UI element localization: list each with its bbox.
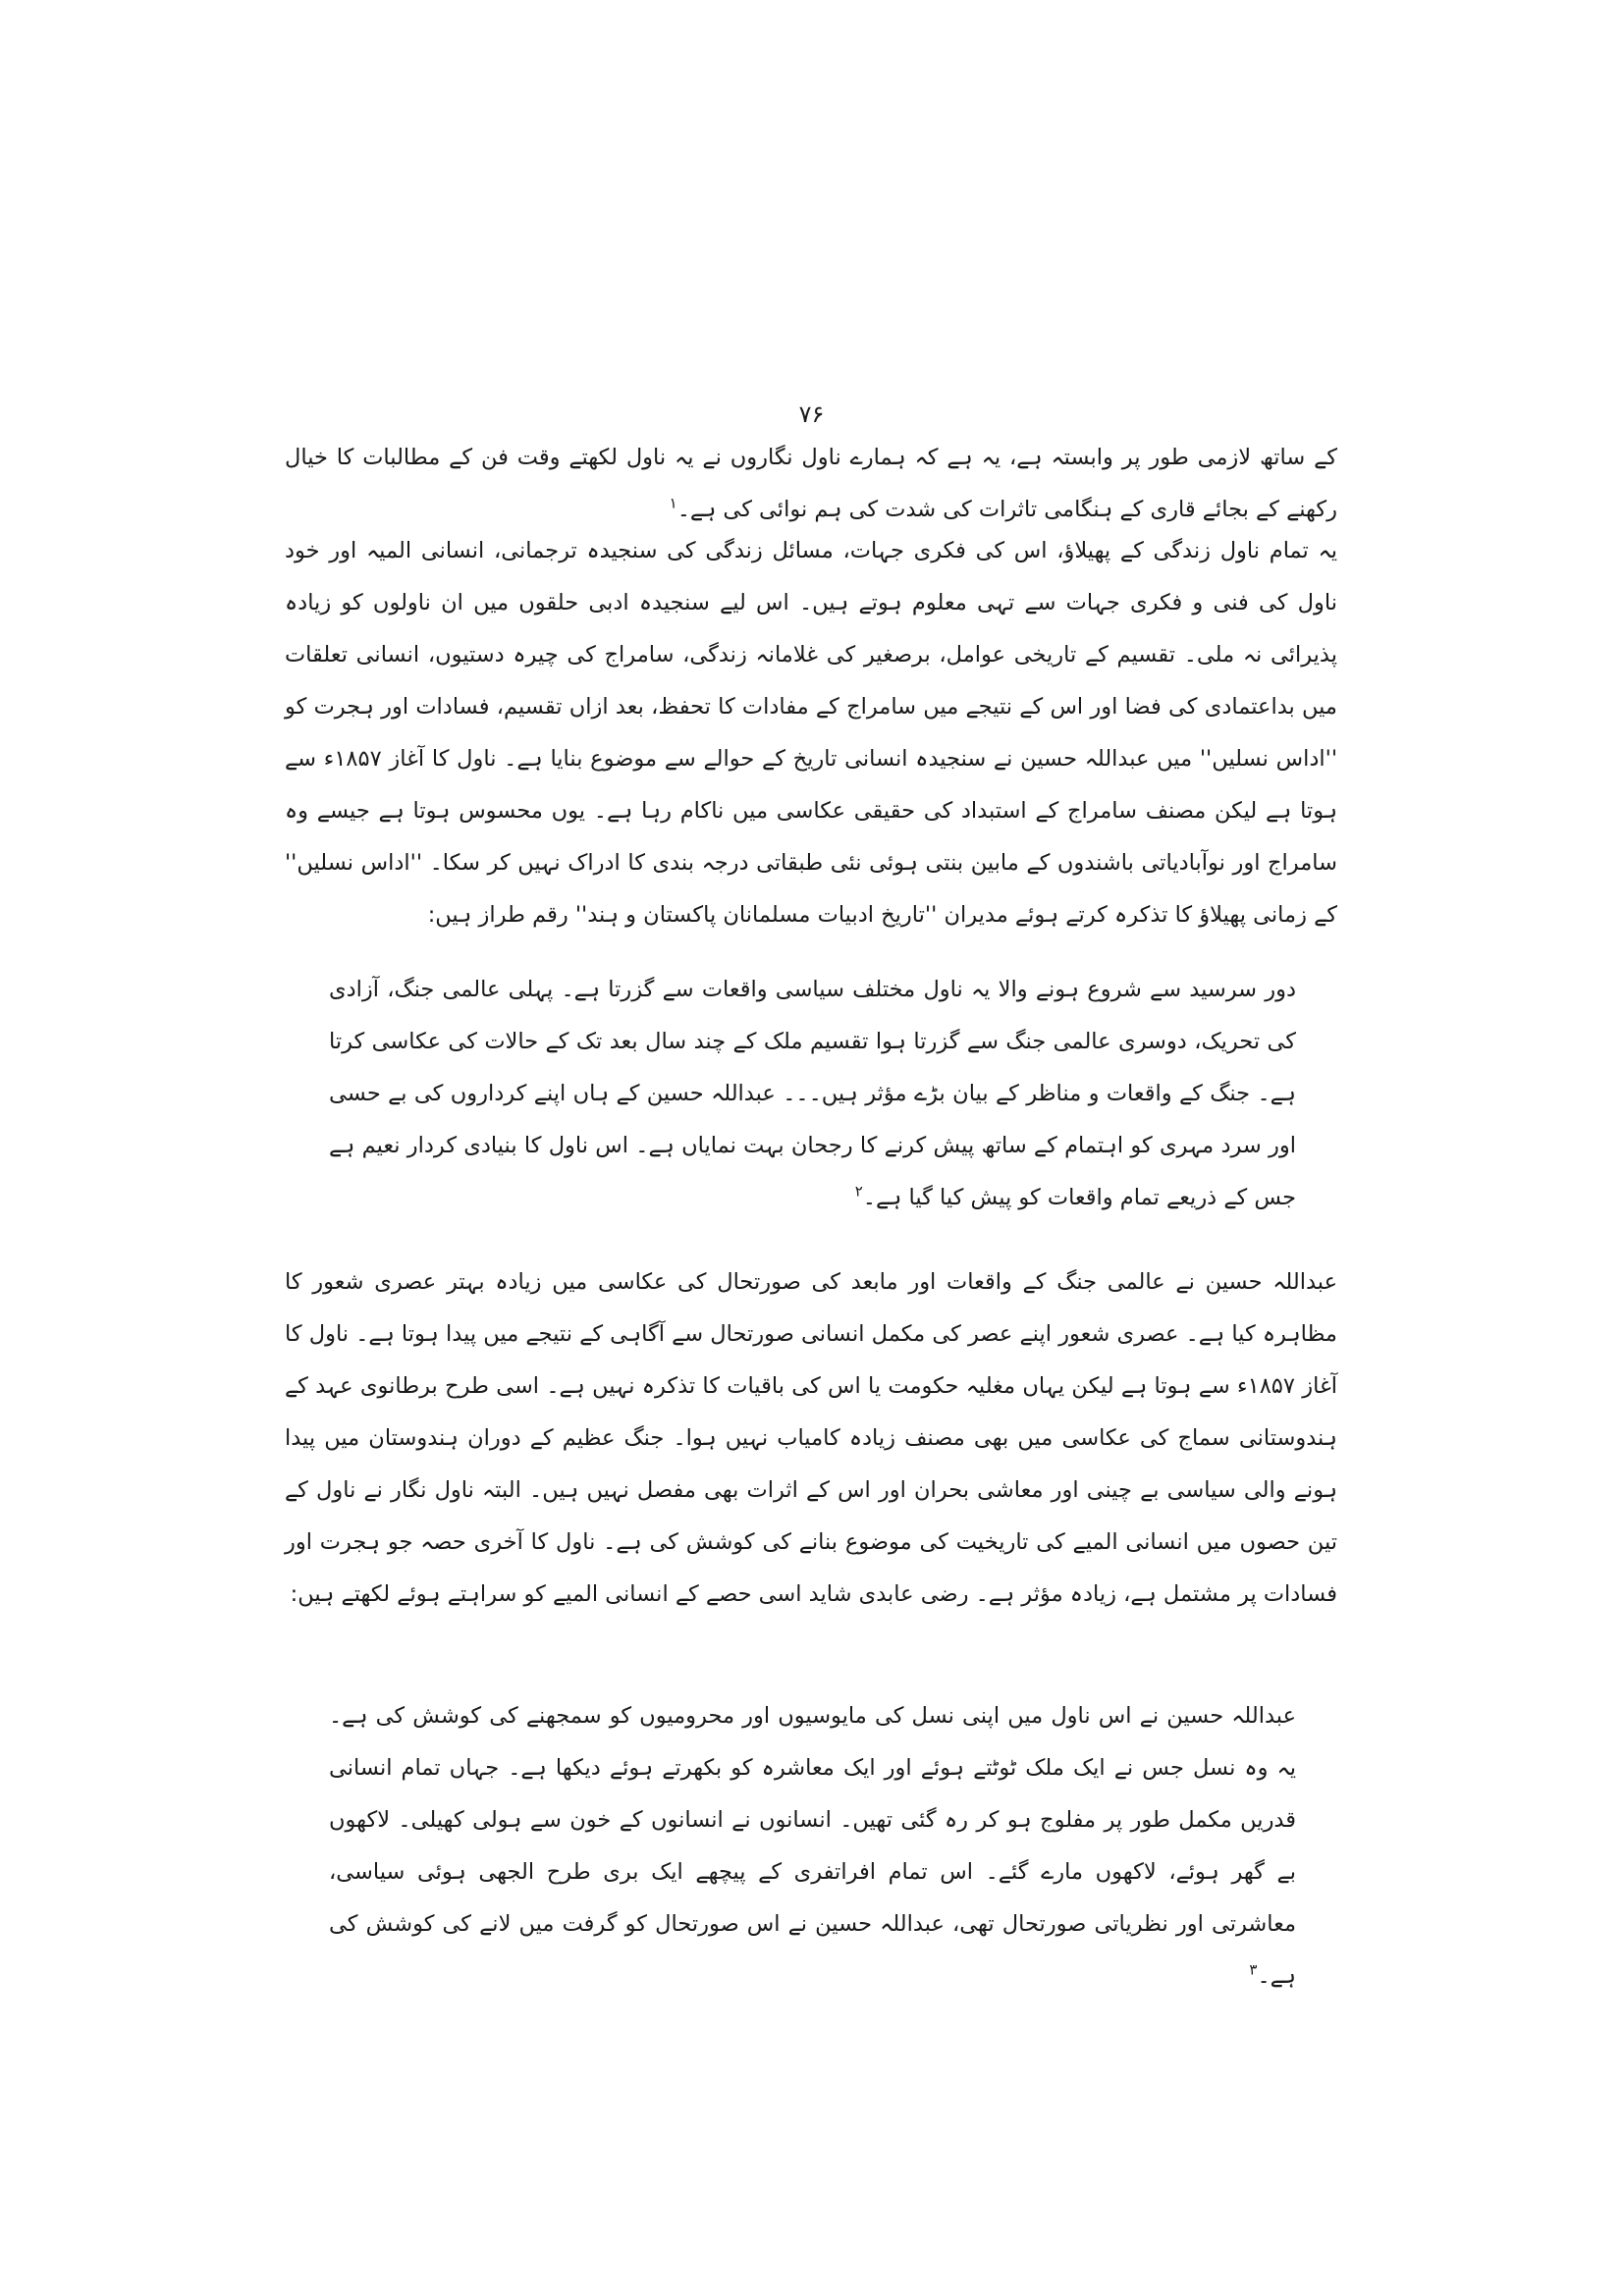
quote-text: دور سرسید سے شروع ہونے والا یہ ناول مختلف سیاسی واقعات سے گزرتا ہے۔ پہلی عالمی جنگ، آزادی کی تحریک، دوسری عالمی جنگ سے گزرتا ہوا تقسیم ملک کے چند سال بعد تک کے حالات کی عکاسی کرتا ہے۔ جنگ کے واقعات و مناظر کے بیان بڑے مؤثر ہیں۔۔۔ عبداللہ حسین کے ہاں اپنے کرداروں کی بے حسی اور سرد مہری کو اہتمام کے ساتھ پیش کرنے کا رجحان بہت نمایاں ہے۔ اس ناول کا بنیادی کردار نعیم ہے جس کے ذریعے تمام واقعات کو پیش کیا گیا ہے۔ [329,977,1296,1210]
footnote-marker: ۱ [669,494,677,512]
page-number: ۷۶ [798,400,825,428]
block-quote [329,1690,1296,2002]
footnote-marker: ۳ [1249,1960,1258,1979]
paragraph-continued [285,432,1337,536]
paragraph-body [285,1256,1337,1621]
quote-text: عبداللہ حسین نے اس ناول میں اپنی نسل کی مایوسیوں اور محرومیوں کو سمجھنے کی کوشش کی ہے۔ یہ وہ نسل جس نے ایک ملک ٹوٹتے ہوئے اور ایک معاشرہ کو بکھرتے ہوئے دیکھا ہے۔ جہاں تمام انسانی قدریں مکمل طور پر مفلوج ہو کر رہ گئی تھیں۔ انسانوں نے انسانوں کے خون سے ہولی کھیلی۔ لاکھوں بے گھر ہوئے، لاکھوں مارے گئے۔ اس تمام افراتفری کے پیچھے ایک بری طرح الجھی ہوئی سیاسی، معاشرتی اور نظریاتی صورتحال تھی، عبداللہ حسین نے اس صورتحال کو گرفت میں لانے کی کوشش کی ہے۔ [329,1703,1296,1989]
block-quote [329,964,1296,1224]
paragraph-text: کے ساتھ لازمی طور پر وابستہ ہے، یہ ہے کہ ہمارے ناول نگاروں نے یہ ناول لکھتے وقت فن کے مطالبات کا خیال رکھنے کے بجائے قاری کے ہنگامی تاثرات کی شدت کی ہم نوائی کی ہے۔ [285,445,1337,522]
paragraph-text: یہ تمام ناول زندگی کے پھیلاؤ، اس کی فکری جہات، مسائل زندگی کی سنجیدہ ترجمانی، انسانی المیہ اور خود ناول کی فنی و فکری جہات سے تہی معلوم ہوتے ہیں۔ اس لیے سنجیدہ ادبی حلقوں میں ان ناولوں کو زیادہ پذیرائی نہ ملی۔ تقسیم کے تاریخی عوامل، برصغیر کی غلامانہ زندگی، سامراج کی چیرہ دستیوں، انسانی تعلقات میں بداعتمادی کی فضا اور اس کے نتیجے میں سامراج کے مفادات کا تحفظ، بعد ازاں تقسیم، فسادات اور ہجرت کو ''اداس نسلیں'' میں عبداللہ حسین نے سنجیدہ انسانی تاریخ کے حوالے سے موضوع بنایا ہے۔ ناول کا آغاز ۱۸۵۷ء سے ہوتا ہے لیکن مصنف سامراج کے استبداد کی حقیقی عکاسی میں ناکام رہا ہے۔ یوں محسوس ہوتا ہے جیسے وہ سامراج اور نوآبادیاتی باشندوں کے مابین بنتی ہوئی نئی طبقاتی درجہ بندی کا ادراک نہیں کر سکا۔ ''اداس نسلیں'' کے زمانی پھیلاؤ کا تذکرہ کرتے ہوئے مدیران ''تاریخ ادبیات مسلمانان پاکستان و ہند'' رقم طراز ہیں: [285,538,1337,928]
footnote-marker: ۲ [854,1182,863,1201]
paragraph-body [285,525,1337,941]
paragraph-text: عبداللہ حسین نے عالمی جنگ کے واقعات اور مابعد کی صورتحال کی عکاسی میں زیادہ بہتر عصری شعور کا مظاہرہ کیا ہے۔ عصری شعور اپنے عصر کی مکمل انسانی صورتحال سے آگاہی کے نتیجے میں پیدا ہوتا ہے۔ ناول کا آغاز ۱۸۵۷ء سے ہوتا ہے لیکن یہاں مغلیہ حکومت یا اس کی باقیات کا تذکرہ نہیں ہے۔ اسی طرح برطانوی عہد کے ہندوستانی سماج کی عکاسی میں بھی مصنف زیادہ کامیاب نہیں ہوا۔ جنگ عظیم کے دوران ہندوستان میں پیدا ہونے والی سیاسی بے چینی اور معاشی بحران اور اس کے اثرات بھی مفصل نہیں ہیں۔ البتہ ناول نگار نے ناول کے تین حصوں میں انسانی المیے کی تاریخیت کی موضوع بنانے کی کوشش کی ہے۔ ناول کا آخری حصہ جو ہجرت اور فسادات پر مشتمل ہے، زیادہ مؤثر ہے۔ رضی عابدی شاید اسی حصے کے انسانی المیے کو سراہتے ہوئے لکھتے ہیں: [285,1269,1337,1607]
